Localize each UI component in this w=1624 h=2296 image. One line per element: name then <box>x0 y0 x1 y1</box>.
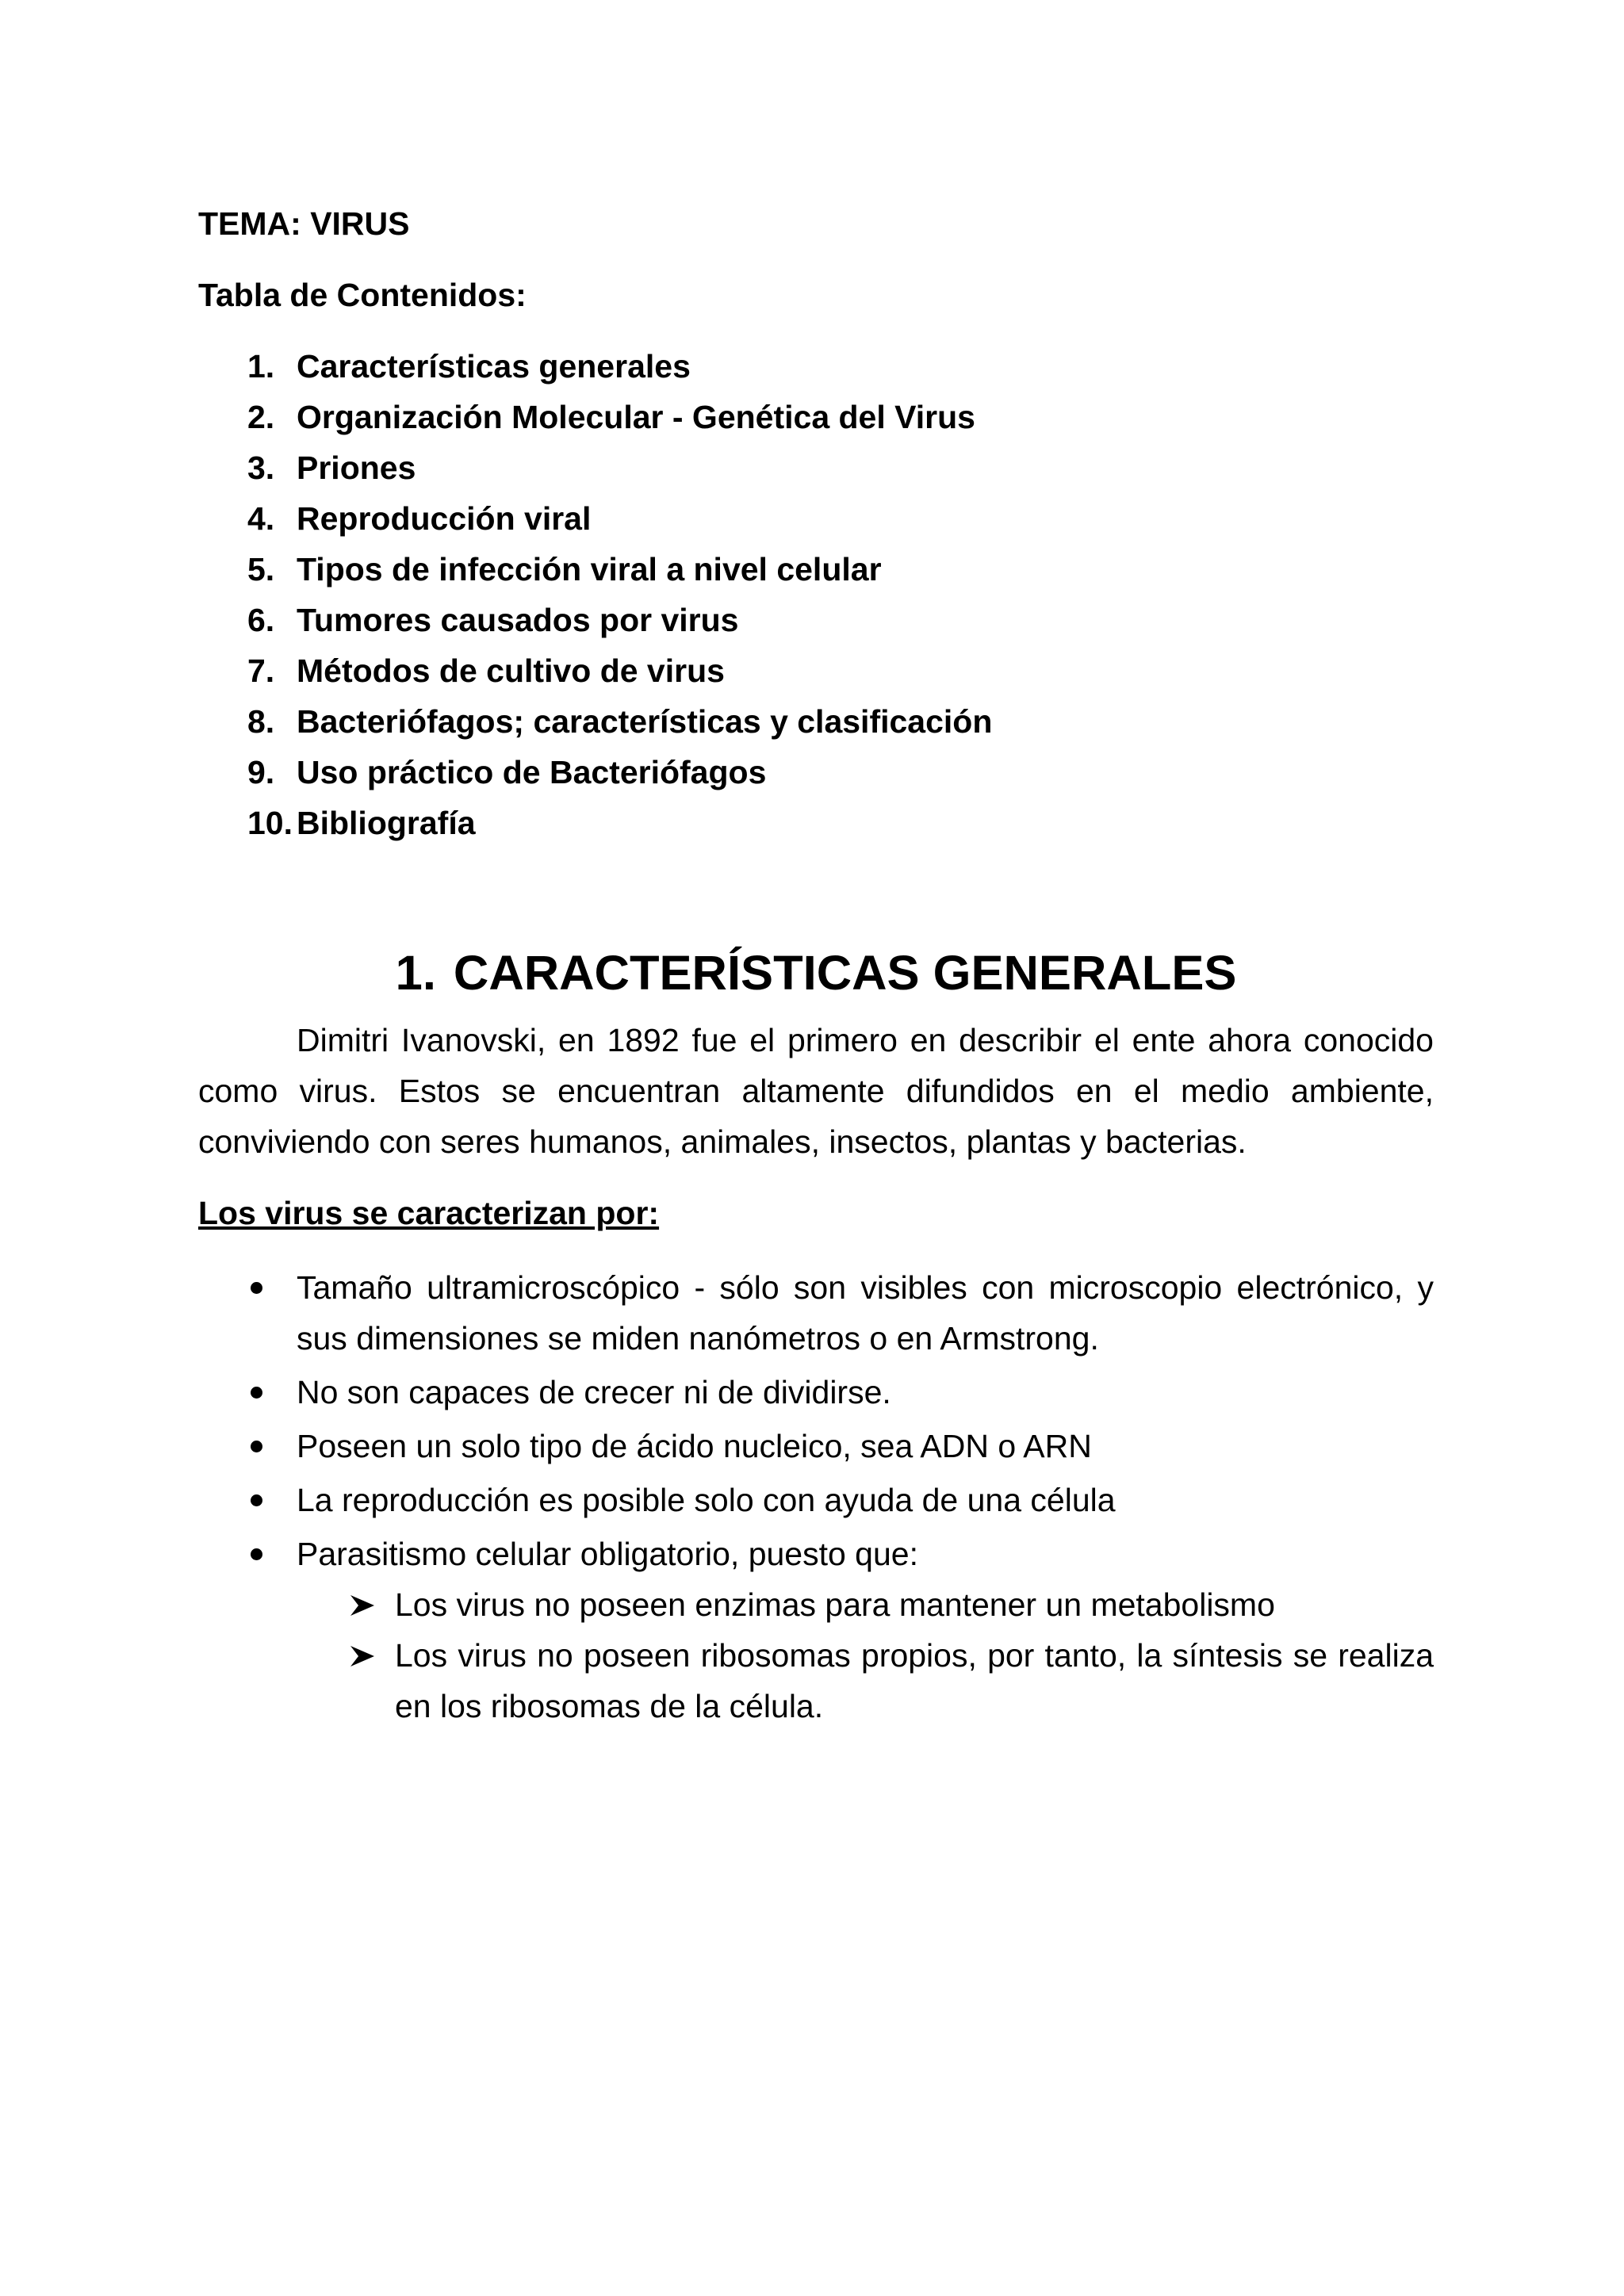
sub-list <box>297 1579 1434 1732</box>
list-item-text: Parasitismo celular obligatorio, puesto que: <box>297 1536 918 1572</box>
bullet-icon <box>251 1548 262 1560</box>
toc-title: Tabla de Contenidos: <box>198 277 527 313</box>
toc-item-number: 6. <box>247 602 275 638</box>
toc-item-label: Tipos de infección viral a nivel celular <box>297 551 882 587</box>
toc-item-number: 1. <box>247 348 275 385</box>
toc-item-number: 8. <box>247 703 275 740</box>
sub-list-item-text: Los virus no poseen enzimas para mantener un metabolismo <box>395 1586 1275 1623</box>
bullet-icon <box>251 1441 262 1452</box>
toc-item-label: Tumores causados por virus <box>297 602 739 638</box>
bullet-icon <box>251 1387 262 1399</box>
document-page <box>198 198 1434 1735</box>
sub-list-item <box>297 1579 1434 1630</box>
toc-item <box>198 696 1434 747</box>
toc-item-number: 4. <box>247 500 275 537</box>
toc-item <box>198 493 1434 544</box>
arrow-bullet-icon <box>349 1594 376 1617</box>
arrow-bullet-icon <box>349 1644 376 1668</box>
toc-item-number: 7. <box>247 652 275 689</box>
list-item-text: Tamaño ultramicroscópico - sólo son visibles con microscopio electrónico, y sus dimensiones se miden nanómetros o en Armstrong. <box>297 1269 1434 1357</box>
toc-item-number: 9. <box>247 754 275 790</box>
characteristics-list <box>198 1262 1434 1732</box>
toc-item <box>198 341 1434 392</box>
list-item <box>198 1475 1434 1525</box>
toc-item-number: 10. <box>247 805 293 841</box>
intro-paragraph: Dimitri Ivanovski, en 1892 fue el primero en describir el ente ahora conocido como virus. Estos se encuentran altamente difundidos en el medio ambiente, conviviendo con seres humanos, animales, insectos, plantas y bacterias. <box>198 1022 1434 1160</box>
list-item <box>198 1421 1434 1471</box>
toc-item <box>198 544 1434 595</box>
toc-item-label: Características generales <box>297 348 691 385</box>
toc-item-label: Priones <box>297 450 416 486</box>
toc-item <box>198 442 1434 493</box>
toc-item-label: Uso práctico de Bacteriófagos <box>297 754 767 790</box>
list-item-text: Poseen un solo tipo de ácido nucleico, sea ADN o ARN <box>297 1428 1092 1464</box>
toc-item <box>198 645 1434 696</box>
toc-item-number: 3. <box>247 450 275 486</box>
section-heading <box>198 948 1434 999</box>
document-title: TEMA: VIRUS <box>198 205 410 242</box>
toc-item-label: Métodos de cultivo de virus <box>297 652 725 689</box>
sub-list-item <box>297 1630 1434 1732</box>
toc-item <box>198 392 1434 442</box>
list-item <box>198 1262 1434 1364</box>
toc-item-label: Organización Molecular - Genética del Virus <box>297 399 975 435</box>
toc-item-label: Bibliografía <box>297 805 476 841</box>
toc-item-number: 5. <box>247 551 275 587</box>
section-number: 1. <box>395 946 436 1001</box>
list-item <box>198 1367 1434 1418</box>
section-title: CARACTERÍSTICAS GENERALES <box>453 946 1237 1001</box>
toc-item-number: 2. <box>247 399 275 435</box>
subheading: Los virus se caracterizan por: <box>198 1195 660 1231</box>
toc-item-label: Reproducción viral <box>297 500 592 537</box>
toc-item <box>198 798 1434 848</box>
bullet-icon <box>251 1282 262 1294</box>
bullet-icon <box>251 1494 262 1506</box>
list-item-text: No son capaces de crecer ni de dividirse. <box>297 1374 891 1410</box>
sub-list-item-text: Los virus no poseen ribosomas propios, por tanto, la síntesis se realiza en los ribosomas de la célula. <box>395 1637 1434 1724</box>
list-item <box>198 1529 1434 1732</box>
toc-item-label: Bacteriófagos; características y clasificación <box>297 703 993 740</box>
list-item-text: La reproducción es posible solo con ayuda de una célula <box>297 1482 1116 1518</box>
toc-item <box>198 747 1434 798</box>
table-of-contents <box>198 341 1434 848</box>
toc-item <box>198 595 1434 645</box>
